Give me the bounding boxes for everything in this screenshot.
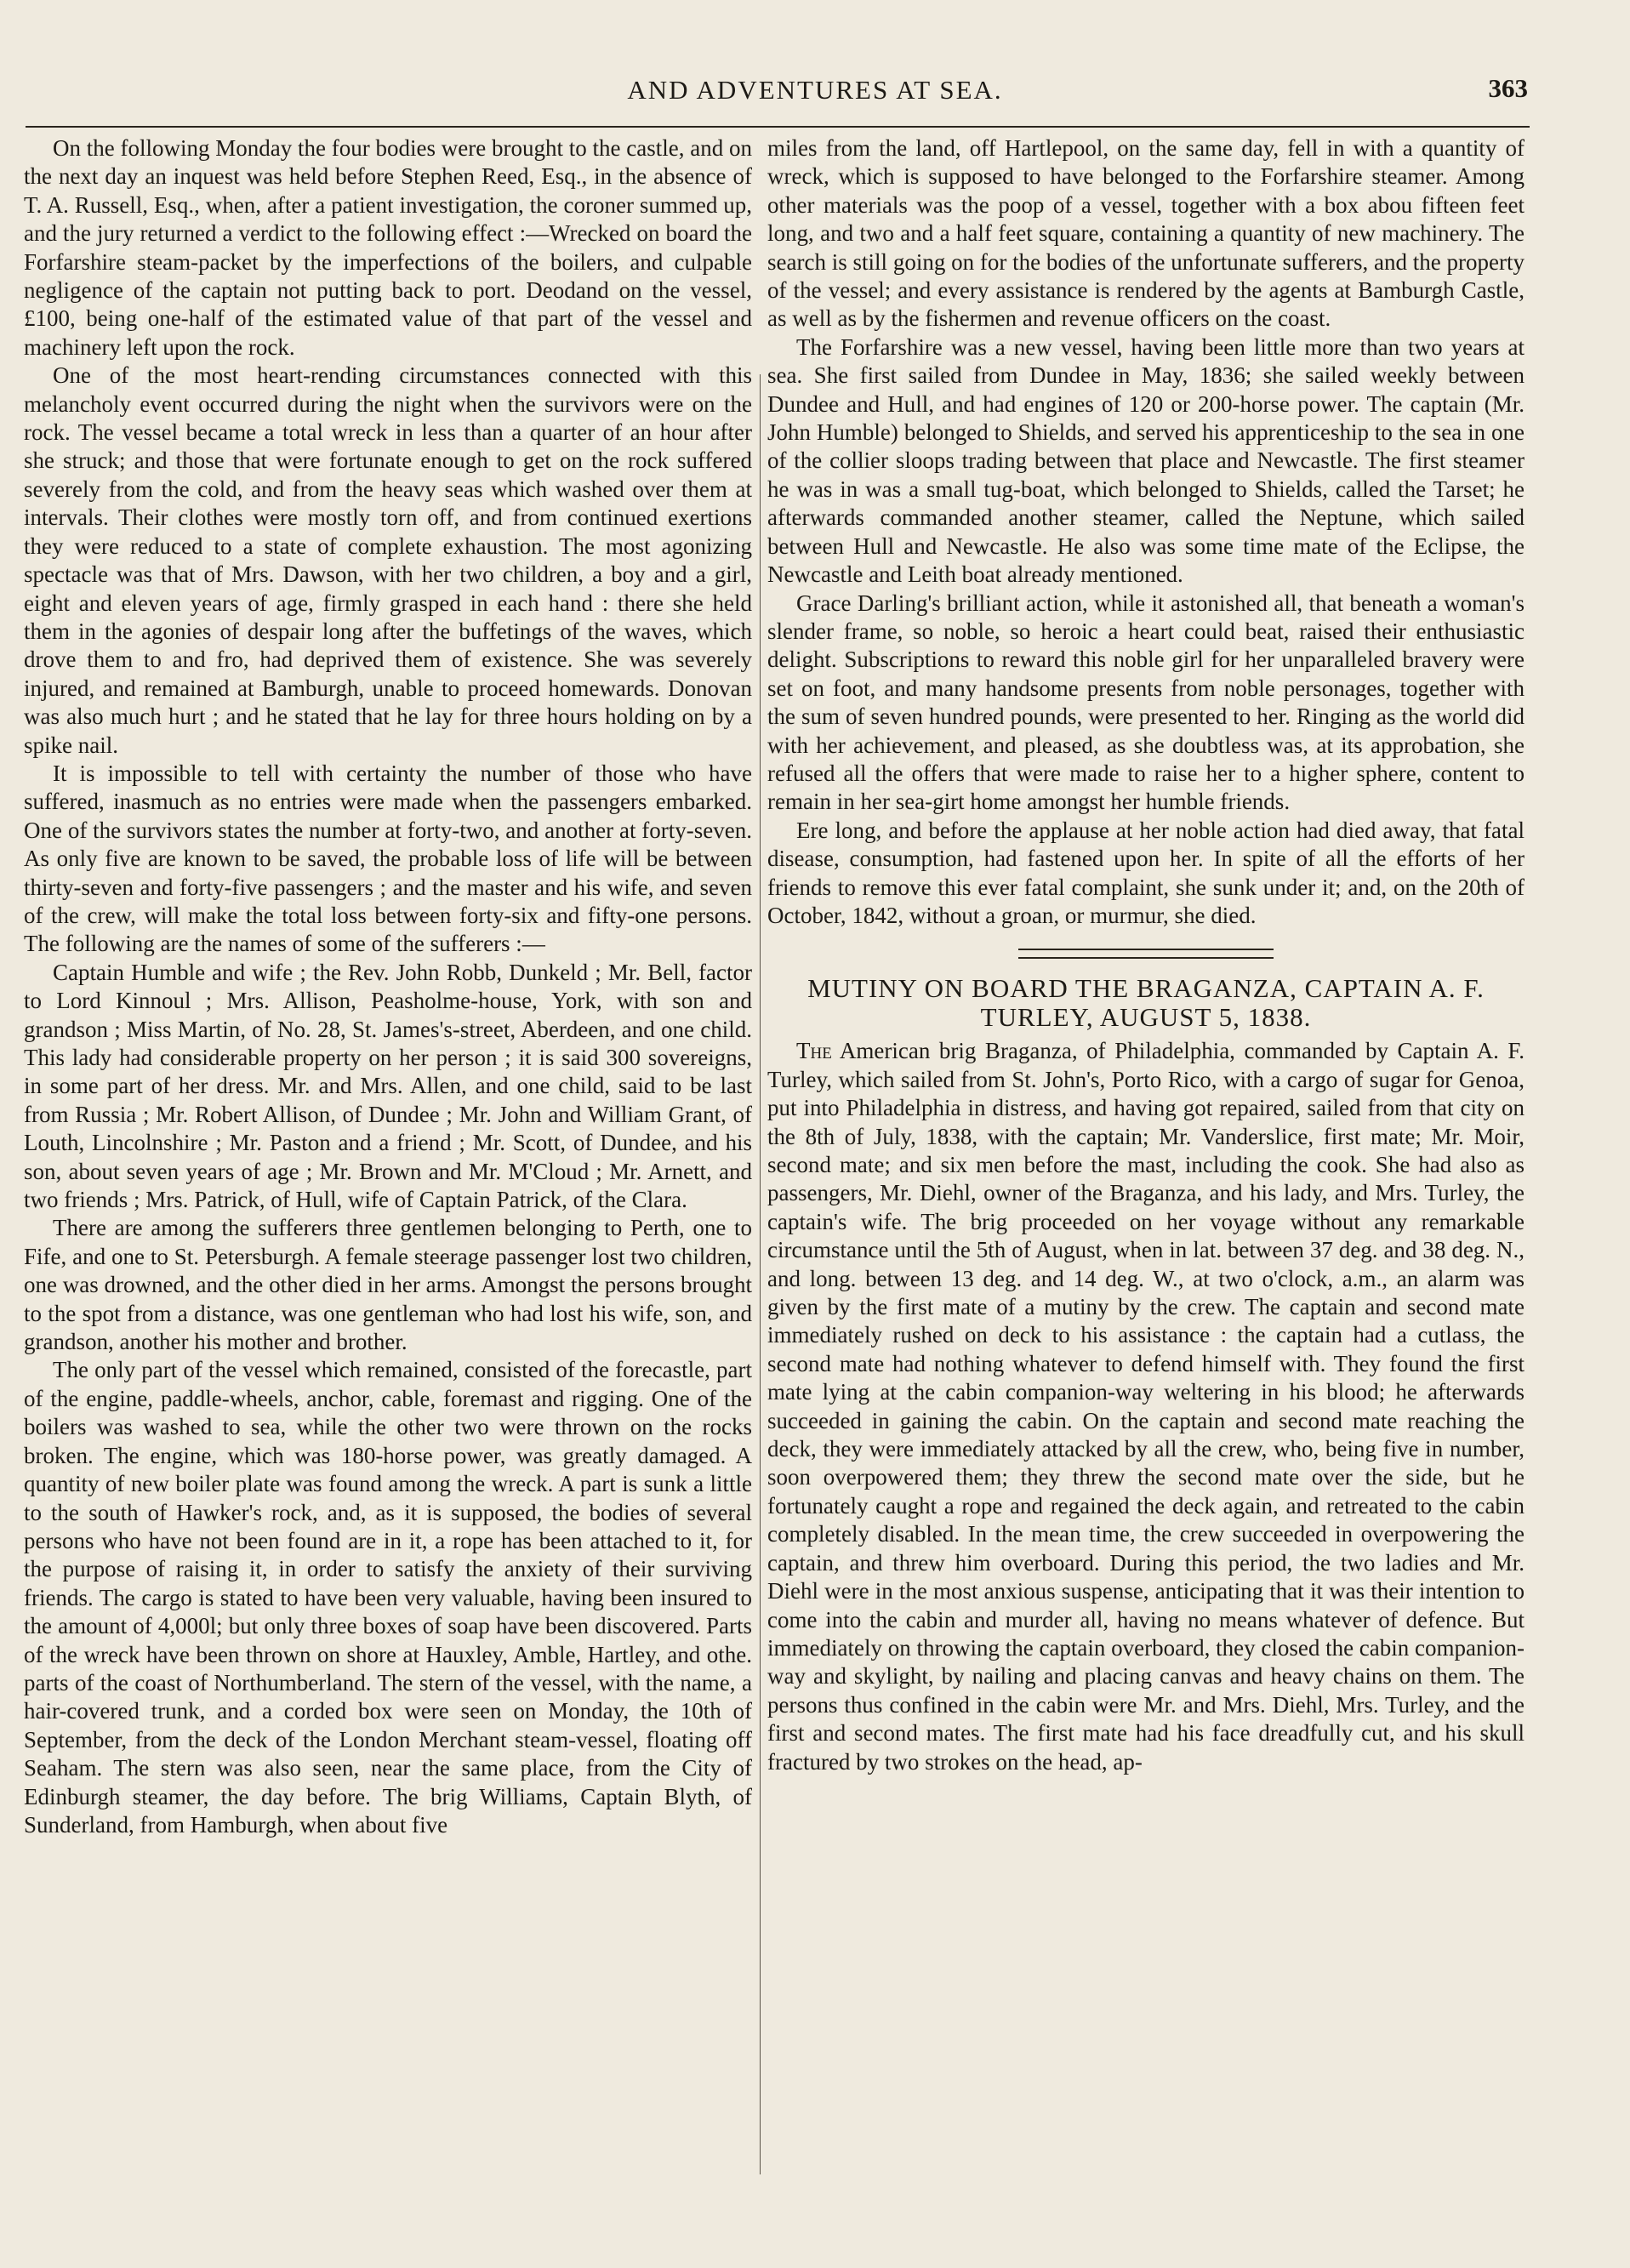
page-header xyxy=(0,66,1630,109)
paragraph: On the following Monday the four bodies were brought to the castle, and on the next day an inquest was held before Stephen Reed, Esq., in the absence of T. A. Russell, Esq., when, after a patient investigation, the coroner summed up, and the jury returned a verdict to the following effect :—Wrecked on board the Forfarshire steam-packet by the imperfections of the boilers, and culpable negligence of the captain not putting back to port. Deodand on the vessel, £100, being one-half of the estimated value of that part of the vessel and machinery left upon the rock. xyxy=(24,135,752,360)
paragraph: One of the most heart-rending circumstances connected with this melancholy event occurred during the night when the survivors were on the rock. The vessel became a total wreck in less than a quarter of an hour after she struck; and those that were fortunate enough to get on the rock suffered severely from the cold, and from the heavy seas which washed over them at intervals. Their clothes were mostly torn off, and from continued exertions they were reduced to a state of complete exhaustion. The most agonizing spectacle was that of Mrs. Dawson, with her two children, a boy and a girl, eight and eleven years of age, firmly grasped in each hand : there she held them in the agonies of despair long after the buffetings of the waves, which drove them to and fro, had deprived them of existence. She was severely injured, and remained at Bamburgh, unable to proceed homewards. Donovan was also much hurt ; and he stated that he lay for three hours holding on by a spike nail. xyxy=(24,362,752,758)
right-column xyxy=(767,134,1525,2234)
page-number: 363 xyxy=(1488,73,1528,103)
paragraph: The Forfarshire was a new vessel, having been little more than two years at sea. She first sailed from Dundee in May, 1836; she sailed weekly between Dundee and Hull, and had engines of 120 or 200-horse power. The captain (Mr. John Humble) belonged to Shields, and served his apprenticeship to the sea in one of the collier sloops trading between that place and Newcastle. The first steamer he was in was a small tug-boat, which belonged to Shields, called the Tarset; he afterwards commanded another steamer, called the Neptune, which sailed between Hull and Newcastle. He also was some time mate of the Eclipse, the Newcastle and Leith boat already mentioned. xyxy=(767,333,1525,588)
article-heading: MUTINY ON BOARD THE BRAGANZA, CAPTAIN A. F. TURLEY, AUGUST 5, 1838. xyxy=(807,973,1485,1033)
article-body: American brig Braganza, of Philadelphia, commanded by Captain A. F. Turley, which sailed from St. John's, Porto Rico, with a cargo of sugar for Genoa, put into Philadelphia in distress, and having got repaired, sailed from that city on the 8th of July, 1838, with the captain; Mr. Vanderslice, first mate; Mr. Moir, second mate; and six men before the mast, including the cook. She had also as passengers, Mr. Diehl, owner of the Braganza, and his lady, and Mrs. Turley, the captain's wife. The brig proceeded on her voyage without any remarkable circumstance until the 5th of August, when in lat. between 37 deg. and 38 deg. N., and long. between 13 deg. and 14 deg. W., at two o'clock, a.m., an alarm was given by the first mate of a mutiny by the crew. The captain and second mate immediately rushed on deck to his assistance : the captain had a cutlass, the second mate had nothing whatever to defend himself with. They found the first mate lying at the cabin companion-way weltering in his blood; he afterwards succeeded in gaining the cabin. On the captain and second mate reaching the deck, they were immediately attacked by all the crew, who, being five in number, soon overpowered them; they threw the second mate over the side, but he fortunately caught a rope and regained the deck again, and retreated to the cabin completely disabled. In the mean time, the crew succeeded in overpowering the captain, and threw him overboard. During this period, the two ladies and Mr. Diehl were in the most anxious suspense, anticipating that it was their intention to come into the cabin and murder all, having no means whatever of defence. But immediately on throwing the captain overboard, they closed the cabin companion-way and skylight, by nailing and placing canvas and heavy chains on them. The persons thus confined in the cabin were Mr. and Mrs. Diehl, Mrs. Turley, and the first and second mates. The first mate had his face dreadfully cut, and his skull fractured by two strokes on the head, ap- xyxy=(767,1038,1525,1775)
article-paragraph xyxy=(767,1037,1525,1776)
header-rule xyxy=(26,126,1530,128)
running-title: AND ADVENTURES AT SEA. xyxy=(627,75,1003,105)
paragraph: There are among the sufferers three gentlemen belonging to Perth, one to Fife, and one to St. Petersburgh. A female steerage passenger lost two children, one was drowned, and the other died in her arms. Amongst the persons brought to the spot from a distance, was one gentleman who had lost his wife, son, and grandson, another his mother and brother. xyxy=(24,1215,752,1355)
article-lead-word: The xyxy=(796,1038,832,1064)
paragraph: Ere long, and before the applause at her noble action had died away, that fatal disease, consumption, had fastened upon her. In spite of all the efforts of her friends to remove this ever fatal complaint, she sunk under it; and, on the 20th of October, 1842, without a groan, or murmur, she died. xyxy=(767,817,1525,928)
paragraph: Grace Darling's brilliant action, while it astonished all, that beneath a woman's slender frame, so noble, so heroic a heart could beat, raised their enthusiastic delight. Subscriptions to reward this noble girl for her unparalleled bravery were set on foot, and many handsome presents from noble personages, together with the sum of seven hundred pounds, were presented to her. Ringing as the world did with her achievement, and pleased, as she doubtless was, at its approbation, she refused all the offers that were made to raise her to a higher sphere, content to remain in her sea-girt home amongst her humble friends. xyxy=(767,590,1525,815)
paragraph: It is impossible to tell with certainty the number of those who have suffered, inasmuch as no entries were made when the passengers embarked. One of the survivors states the number at forty-two, and another at forty-seven. As only five are known to be saved, the probable loss of life will be between thirty-seven and forty-five passengers ; and the master and his wife, and seven of the crew, will make the total loss between forty-six and fifty-one persons. The following are the names of some of the sufferers :— xyxy=(24,760,752,957)
column-divider xyxy=(760,374,761,2174)
section-separator xyxy=(1018,949,1274,959)
left-column xyxy=(24,134,752,2234)
paragraph: The only part of the vessel which remained, consisted of the forecastle, part of the engine, paddle-wheels, anchor, cable, foremast and rigging. One of the boilers was washed to sea, while the other two were thrown on the rocks broken. The engine, which was 180-horse power, was greatly damaged. A quantity of new boiler plate was found among the wreck. A part is sunk a little to the south of Hawker's rock, and, as it is supposed, the bodies of several persons who have not been found are in it, a rope has been attached to it, for the purpose of raising it, in order to satisfy the anxiety of their surviving friends. The cargo is stated to have been very valuable, having been insured to the amount of 4,000l; but only three boxes of soap have been discovered. Parts of the wreck have been thrown on shore at Hauxley, Amble, Hartley, and othe. parts of the coast of Northumberland. The stern of the vessel, with the name, a hair-covered trunk, and a corded box were seen on Monday, the 10th of September, from the deck of the London Merchant steam-vessel, floating off Seaham. The stern was also seen, near the same place, from the City of Edinburgh steamer, the day before. The brig Williams, Captain Blyth, of Sunderland, from Hamburgh, when about five xyxy=(24,1357,752,1838)
paragraph: Captain Humble and wife ; the Rev. John Robb, Dunkeld ; Mr. Bell, factor to Lord Kinnoul ; Mrs. Allison, Peasholme-house, York, with son and grandson ; Miss Martin, of No. 28, St. James's-street, Aberdeen, and one child. This lady had considerable property on her person ; it is said 300 sovereigns, in some part of her dress. Mr. and Mrs. Allen, and one child, said to be last from Russia ; Mr. Robert Allison, of Dundee ; Mr. John and William Grant, of Louth, Lincolnshire ; Mr. Paston and a friend ; Mr. Scott, of Dundee, and his son, about seven years of age ; Mr. Brown and Mr. M'Cloud ; Mr. Arnett, and two friends ; Mrs. Patrick, of Hull, wife of Captain Patrick, of the Clara. xyxy=(24,959,752,1213)
paragraph-continuation: miles from the land, off Hartlepool, on the same day, fell in with a quantity of wreck, which is supposed to have belonged to the Forfarshire steamer. Among other materials was the poop of a vessel, together with a box abou fifteen feet long, and two and a half feet square, containing a quantity of new machinery. The search is still going on for the bodies of the unfortunate sufferers, and the property of the vessel; and every assistance is rendered by the agents at Bamburgh Castle, as well as by the fishermen and revenue officers on the coast. xyxy=(767,135,1525,332)
